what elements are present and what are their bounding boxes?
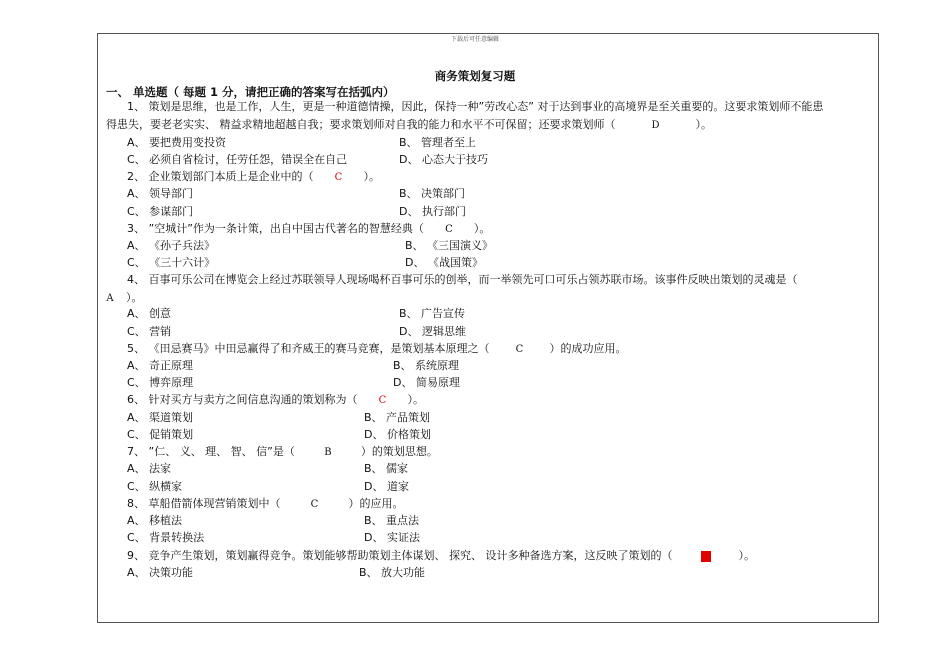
q2-option-b: B、 决策部门 — [399, 187, 466, 200]
answer-4: A — [106, 293, 114, 304]
q3-option-d: D、 《战国策》 — [405, 256, 483, 269]
q3-option-a: A、 《孙子兵法》 — [127, 239, 216, 252]
section-heading: 一、 单选题（ 每题 1 分，请把正确的答案写在括弧内） — [106, 85, 395, 99]
q5-option-d: D、 简易原理 — [393, 376, 460, 389]
q1-option-b: B、 管理者至上 — [399, 136, 477, 149]
answer-7: B — [324, 447, 332, 458]
q2-option-a: A、 领导部门 — [127, 187, 194, 200]
q6-option-b: B、 产品策划 — [364, 411, 431, 424]
q1-option-d: D、 心态大于技巧 — [399, 153, 488, 166]
q6-option-c: C、 促销策划 — [127, 428, 194, 441]
answer-1: D — [651, 120, 660, 131]
answer-8: C — [310, 499, 319, 510]
answer-9: A — [701, 550, 710, 562]
header-note: 下载后可任意编辑 — [450, 36, 499, 43]
q9-option-b: B、 放大功能 — [359, 566, 426, 579]
q2-option-c: C、 参谋部门 — [127, 205, 194, 218]
question-1-line-2: 得患失，要老老实实、 精益求精地超越自我；要求策划师对自我的能力和水平不可保留；还要求策划师（ D ）。 — [106, 118, 712, 131]
q7-option-b: B、 儒家 — [364, 462, 409, 475]
question-5: 5、 《田忌赛马》中田忌赢得了和齐威王的赛马竞赛，是策划基本原理之（ C ）的成功应用。 — [127, 342, 627, 355]
answer-2: C — [334, 172, 343, 183]
answer-5: C — [515, 344, 524, 355]
q1-option-c: C、 必须自省检讨，任劳任怨，错误全在自己 — [127, 153, 348, 166]
question-7: 7、 ”仁、 义、 理、 智、 信”是（ B ）的策划思想。 — [127, 445, 438, 458]
q8-option-c: C、 背景转换法 — [127, 531, 205, 544]
q1-option-a: A、 要把费用变投资 — [127, 136, 227, 149]
q7-option-d: D、 道家 — [364, 480, 409, 493]
question-4-line-2: A ）。 — [104, 291, 143, 305]
q4-option-b: B、 广告宣传 — [399, 307, 466, 320]
question-4-line-1: 4、 百事可乐公司在博览会上经过苏联领导人现场喝杯百事可乐的创举，而一举领先可口可乐占领苏联市场。该事件反映出策划的灵魂是（ — [127, 273, 798, 286]
q5-option-a: A、 奇正原理 — [127, 359, 194, 372]
question-8: 8、 草船借箭体现营销策划中（ C ）的应用。 — [127, 497, 404, 510]
question-9: 9、 竞争产生策划，策划赢得竞争。策划能够帮助策划主体谋划、 探究、 设计多种备选方案，这反映了策划的（ A ）。 — [127, 549, 755, 562]
q8-option-a: A、 移植法 — [127, 514, 183, 527]
q7-option-c: C、 纵横家 — [127, 480, 183, 493]
question-6: 6、 针对买方与卖方之间信息沟通的策划称为（ C ）。 — [127, 393, 424, 406]
q9-option-a: A、 决策功能 — [127, 566, 194, 579]
q3-option-b: B、 《三国演义》 — [405, 239, 494, 252]
answer-6: C — [378, 395, 387, 406]
question-3: 3、 ”空城计”作为一条计策，出自中国古代著名的智慧经典（ C ）。 — [127, 222, 491, 235]
q2-option-d: D、 执行部门 — [399, 205, 466, 218]
question-2: 2、 企业策划部门本质上是企业中的（ C ）。 — [127, 170, 380, 183]
q5-option-b: B、 系统原理 — [393, 359, 460, 372]
q6-option-a: A、 渠道策划 — [127, 411, 194, 424]
document-title: 商务策划复习题 — [434, 69, 516, 83]
q8-option-d: D、 实证法 — [364, 531, 420, 544]
q4-option-c: C、 营销 — [127, 325, 172, 338]
q7-option-a: A、 法家 — [127, 462, 172, 475]
q3-option-c: C、 《三十六计》 — [127, 256, 216, 269]
q4-option-a: A、 创意 — [127, 307, 172, 320]
answer-3: C — [445, 224, 453, 235]
q5-option-c: C、 博弈原理 — [127, 376, 194, 389]
q4-option-d: D、 逻辑思维 — [399, 325, 466, 338]
question-1-line-1: 1、 策划是思维，也是工作，人生，更是一种道德情操，因此，保持一种”劳改心态” 对于达到事业的高境界是至关重要的。这要求策划师不能患 — [127, 100, 824, 113]
q8-option-b: B、 重点法 — [364, 514, 420, 527]
q6-option-d: D、 价格策划 — [364, 428, 431, 441]
